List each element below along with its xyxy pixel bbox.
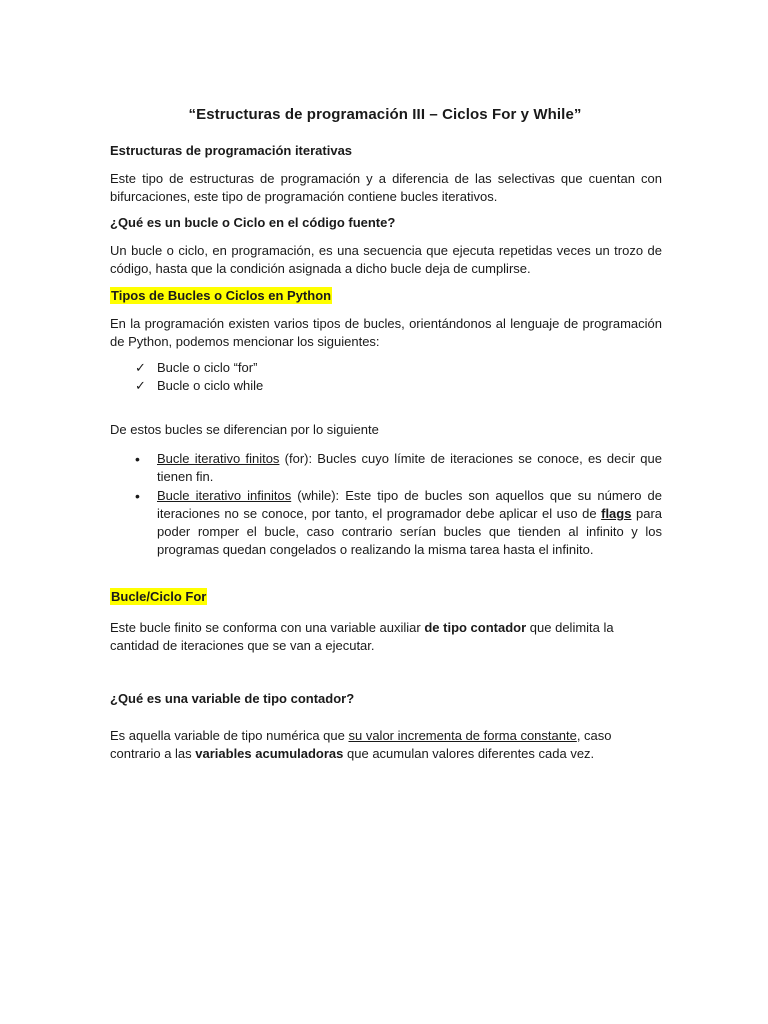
check-item-label: Bucle o ciclo “for” bbox=[157, 360, 258, 375]
list-item bbox=[135, 377, 263, 395]
bullet-item-finite bbox=[135, 450, 662, 486]
paragraph-counter-variable bbox=[110, 727, 662, 763]
counter-text-bold: variables acumuladoras bbox=[195, 746, 344, 761]
bullet-item-infinite bbox=[135, 487, 662, 559]
paragraph-for-loop bbox=[110, 619, 662, 655]
bullet-text-finite-rest: (for): Bucles cuyo límite de iteraciones se conoce, es decir que tienen fin. bbox=[157, 451, 662, 484]
bullet-text-finite bbox=[157, 450, 662, 486]
for-loop-text-a: Este bucle finito se conforma con una variable auxiliar bbox=[110, 620, 425, 635]
counter-text-b: , caso contrario a las bbox=[110, 728, 612, 761]
checkmark-icon: ✓ bbox=[135, 360, 146, 375]
heading-loop-types-wrapper bbox=[110, 287, 662, 305]
term-finite-loop: Bucle iterativo finitos bbox=[157, 451, 280, 466]
for-loop-text-b: que delimita la cantidad de iteraciones que se van a ejecutar. bbox=[110, 620, 614, 653]
heading-what-is-loop: ¿Qué es un bucle o Ciclo en el código fuente? bbox=[110, 215, 396, 230]
bullet-icon: • bbox=[135, 451, 140, 467]
check-item-label: Bucle o ciclo while bbox=[157, 378, 264, 393]
paragraph-differences-intro: De estos bucles se diferencian por lo siguiente bbox=[110, 422, 379, 437]
heading-for-loop-wrapper bbox=[110, 588, 662, 606]
paragraph-iterative-structures: Este tipo de estructuras de programación y a diferencia de las selectivas que cuentan con bifurcaciones, este tipo de programación contiene bucles iterativos. bbox=[110, 171, 662, 204]
term-infinite-loop: Bucle iterativo infinitos bbox=[157, 488, 292, 503]
heading-loop-types: Tipos de Bucles o Ciclos en Python bbox=[111, 288, 332, 303]
heading-iterative-structures: Estructuras de programación iterativas bbox=[110, 143, 353, 158]
check-list bbox=[135, 359, 263, 395]
counter-text-underlined: su valor incrementa de forma constante bbox=[348, 728, 577, 743]
term-flags: flags bbox=[601, 506, 632, 521]
paragraph-loop-types: En la programación existen varios tipos de bucles, orientándonos al lenguaje de programación de Python, podemos mencionar los siguientes: bbox=[110, 316, 662, 349]
checkmark-icon: ✓ bbox=[135, 378, 146, 393]
counter-text-c: que acumulan valores diferentes cada vez. bbox=[343, 746, 595, 761]
for-loop-text-bold: de tipo contador bbox=[424, 620, 527, 635]
counter-text-a: Es aquella variable de tipo numérica que bbox=[110, 728, 349, 743]
bullet-text-infinite-b: para poder romper el bucle, caso contrario serían bucles que tienden al infinito y los programas quedan congelados o realizando la misma tarea hasta el infinito. bbox=[157, 506, 663, 557]
list-item bbox=[135, 359, 263, 377]
bullet-text-infinite-a: (while): Este tipo de bucles son aquellos que su número de iteraciones no se conoce, por tanto, el programador debe aplicar el uso de bbox=[157, 488, 662, 521]
bullet-text-infinite bbox=[157, 487, 662, 559]
paragraph-what-is-loop: Un bucle o ciclo, en programación, es una secuencia que ejecuta repetidas veces un trozo de código, hasta que la condición asignada a dicho bucle deja de cumplirse. bbox=[110, 243, 662, 276]
bullet-icon: • bbox=[135, 488, 140, 504]
heading-counter-variable: ¿Qué es una variable de tipo contador? bbox=[110, 691, 355, 706]
heading-for-loop: Bucle/Ciclo For bbox=[111, 589, 207, 604]
document-title: “Estructuras de programación III – Ciclos For y While” bbox=[188, 106, 582, 123]
